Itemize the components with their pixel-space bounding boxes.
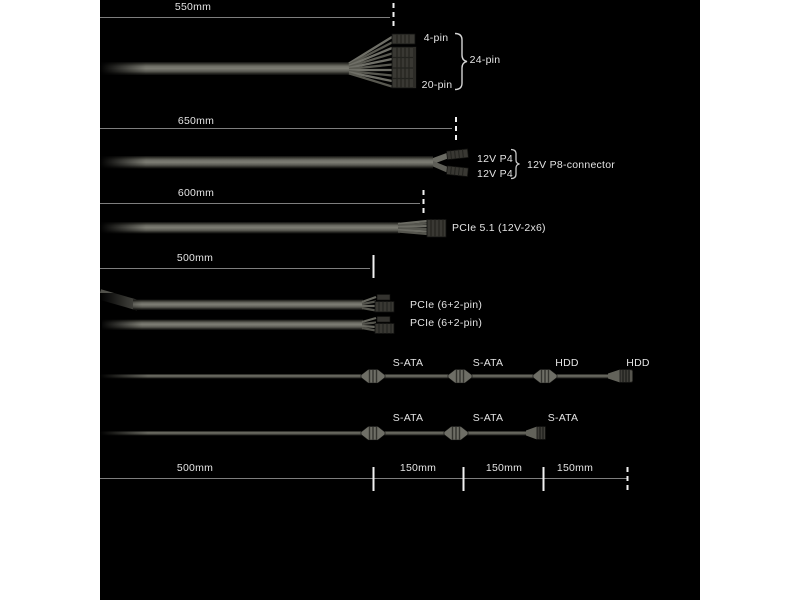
brace-24pin (455, 34, 467, 90)
pcie62-connector-top (375, 295, 394, 313)
sata-label-1: S-ATA (392, 357, 424, 369)
pcie51-length-label: 600mm (177, 187, 215, 199)
eps-cable-fade (100, 155, 146, 170)
sata3-label-3: S-ATA (547, 412, 579, 424)
eps-length-label: 650mm (177, 115, 215, 127)
eps-cable (100, 156, 433, 169)
hdd-label-2: HDD (626, 357, 650, 369)
p4-label-bottom: 12V P4 (477, 168, 513, 180)
pcie62-fan-top (362, 297, 376, 311)
pcie62-fan-bottom (362, 318, 376, 331)
pcie62-label-bottom: PCIe (6+2-pin) (410, 317, 483, 329)
pcie51-fan (398, 221, 427, 234)
atx-4pin-connector (392, 34, 415, 44)
sata3-label-2: S-ATA (472, 412, 504, 424)
sata3-connector-3 (526, 427, 546, 440)
scale-150mm-label-1: 150mm (399, 462, 437, 474)
hdd-label-1: HDD (555, 357, 579, 369)
atx-fan (349, 37, 392, 87)
eps-branches (433, 153, 448, 174)
atx-20pin-connector (392, 47, 416, 88)
scale-150mm-label-2: 150mm (485, 462, 523, 474)
twentyfour-pin-label: 24-pin (469, 54, 501, 66)
sata-connector-2 (448, 370, 472, 384)
atx-length-label: 550mm (174, 1, 212, 13)
p8-connector-label: 12V P8-connector (527, 159, 616, 171)
sata3-cable-fade (100, 429, 148, 438)
eps-p4-connector-bottom (447, 166, 469, 177)
diagram-canvas (100, 0, 700, 600)
pcie62-label-top: PCIe (6+2-pin) (410, 299, 483, 311)
hdd-connector-2 (608, 370, 633, 383)
right-margin (700, 0, 800, 600)
sata3-connector-2 (444, 427, 468, 441)
hdd-connector-1 (533, 370, 557, 384)
pcie51-connector-label: PCIe 5.1 (12V-2x6) (452, 222, 546, 234)
p4-label-top: 12V P4 (477, 153, 513, 165)
eps-p4-connector-top (447, 149, 469, 160)
pcie62-connector-bottom (375, 317, 394, 334)
atx-cable-fade (100, 61, 146, 76)
sata-label-2: S-ATA (472, 357, 504, 369)
pcie51-connector (427, 220, 446, 238)
four-pin-label: 4-pin (423, 32, 449, 44)
sata-connector-1 (361, 370, 385, 384)
pcie62-length-label: 500mm (176, 252, 214, 264)
twenty-pin-label: 20-pin (421, 79, 453, 91)
pcie62-cables-fade (100, 293, 142, 335)
scale-500mm-label: 500mm (176, 462, 214, 474)
sata3-label-1: S-ATA (392, 412, 424, 424)
sata3-connector-1 (361, 427, 385, 441)
pcie51-cable-fade (100, 221, 146, 235)
sata-hdd-cable-fade (100, 372, 148, 381)
scale-150mm-label-3: 150mm (556, 462, 594, 474)
left-margin (0, 0, 100, 600)
cable-artwork (100, 0, 700, 600)
pcie62-cable-top (133, 300, 363, 311)
